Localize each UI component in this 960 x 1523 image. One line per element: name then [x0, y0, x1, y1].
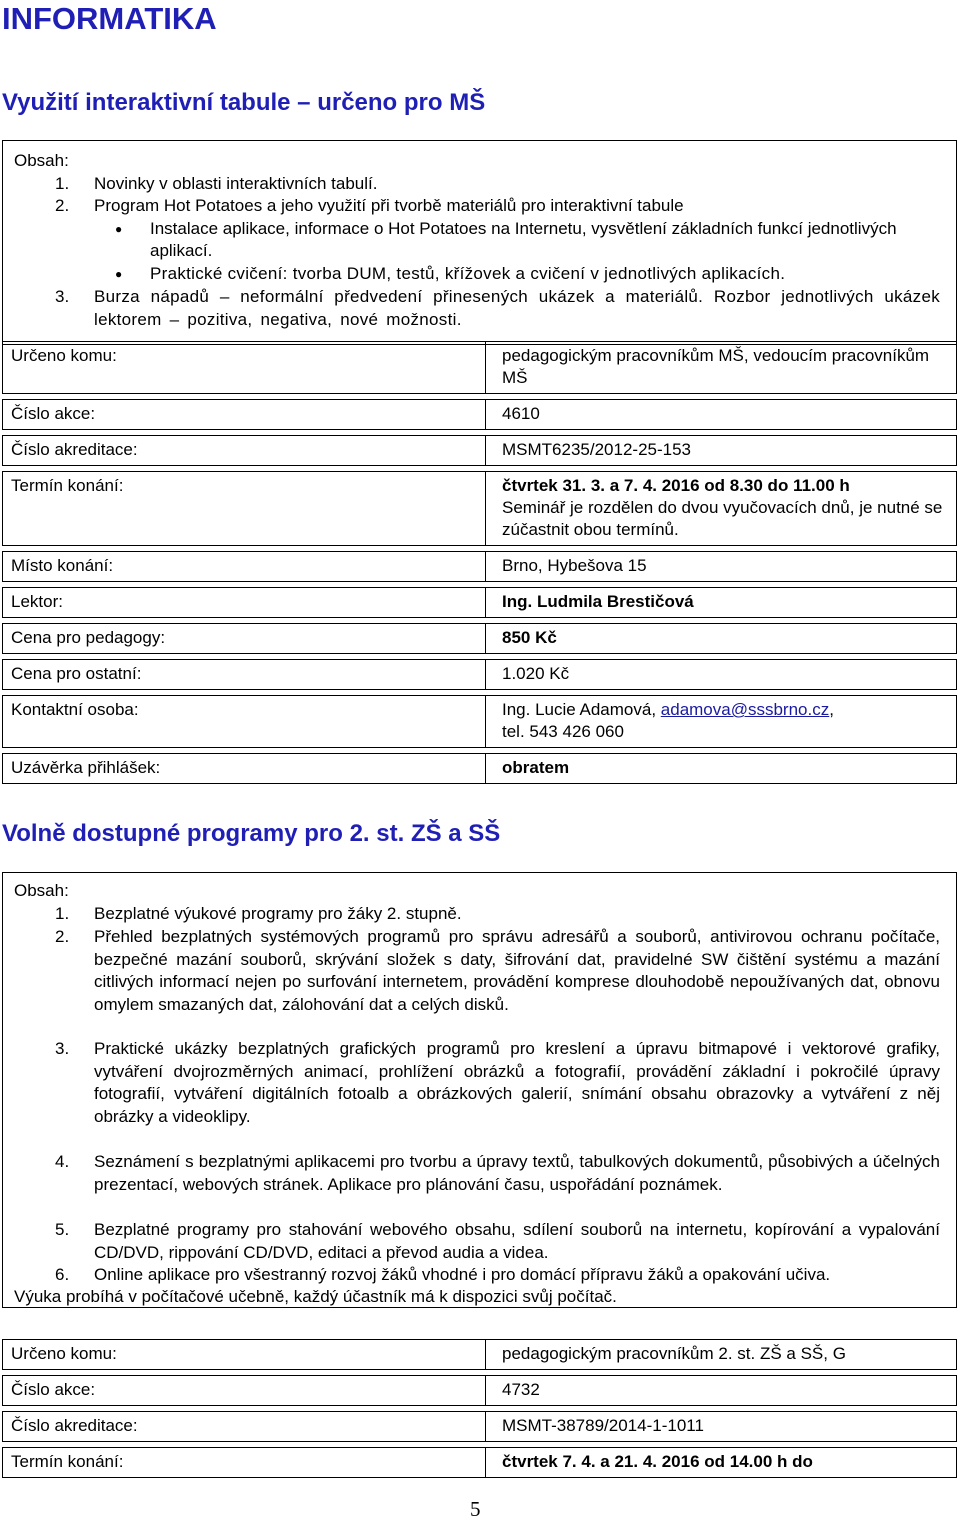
- course2-obsah-label: Obsah:: [14, 881, 69, 900]
- info-row-kontakt: [2, 695, 957, 748]
- cena-ost-value: 1.020 Kč: [486, 659, 957, 690]
- urceno2-value: pedagogickým pracovníkům 2. st. ZŠ a SŠ, G: [486, 1339, 957, 1370]
- course1-heading: Využití interaktivní tabule – určeno pro MŠ: [2, 89, 486, 116]
- course2-item-1-text: Bezplatné výukové programy pro žáky 2. stupně.: [94, 904, 462, 923]
- uzaverka-label: Uzávěrka přihlášek:: [2, 753, 486, 784]
- termin-label: Termín konání:: [2, 471, 486, 546]
- course1-item-2-text: Program Hot Potatoes a jeho využití při tvorbě materiálů pro interaktivní tabule: [94, 196, 684, 215]
- akce2-label: Číslo akce:: [2, 1375, 486, 1406]
- course2-item-6-num: 6.: [55, 1265, 70, 1284]
- course2-info-table: [2, 1334, 957, 1483]
- info-row-lektor: [2, 587, 957, 618]
- course1-obsah-label: Obsah:: [14, 151, 69, 170]
- urceno-value: pedagogickým pracovníkům MŠ, vedoucím pracovníkům MŠ: [486, 341, 957, 394]
- termin-cell: [486, 471, 957, 546]
- course1-item-3-num: 3.: [55, 287, 70, 306]
- info-row-cena-ped: [2, 623, 957, 654]
- info2-row-urceno: [2, 1339, 957, 1370]
- kontakt-tel: tel. 543 426 060: [502, 722, 624, 741]
- course1-contents-box: [2, 140, 957, 345]
- info2-row-akce: [2, 1375, 957, 1406]
- info-row-termin: [2, 471, 957, 546]
- akreditace2-label: Číslo akreditace:: [2, 1411, 486, 1442]
- info-row-akreditace: [2, 435, 957, 466]
- bullet-icon: ●: [115, 267, 123, 281]
- termin2-value: čtvrtek 7. 4. a 21. 4. 2016 od 14.00 h do: [486, 1447, 957, 1478]
- lektor-label: Lektor:: [2, 587, 486, 618]
- comma: ,: [829, 700, 834, 719]
- course1-item-1-num: 1.: [55, 174, 70, 193]
- info-row-misto: [2, 551, 957, 582]
- course2-heading: Volně dostupné programy pro 2. st. ZŠ a SŠ: [2, 820, 501, 847]
- course2-item-4-text: Seznámení s bezplatnými aplikacemi pro tvorbu a úpravy textů, tabulkových dokumentů, působivých a účelných prezentací, webových stránek. Aplikace pro plánování času, uspořádání poznámek.: [94, 1152, 940, 1194]
- akreditace2-value: MSMT-38789/2014-1-1011: [486, 1411, 957, 1442]
- akce2-value: 4732: [486, 1375, 957, 1406]
- akreditace-label: Číslo akreditace:: [2, 435, 486, 466]
- course1-bullet-1: Instalace aplikace, informace o Hot Potatoes na Internetu, vysvětlení základních funkcí jednotlivých aplikací.: [150, 219, 897, 260]
- course1-item-1-text: Novinky v oblasti interaktivních tabulí.: [94, 174, 378, 193]
- kontakt-email-link[interactable]: adamova@sssbrno.cz: [660, 700, 830, 719]
- misto-value: Brno, Hybešova 15: [486, 551, 957, 582]
- course2-item-5-num: 5.: [55, 1220, 70, 1239]
- info-row-akce: [2, 399, 957, 430]
- misto-label: Místo konání:: [2, 551, 486, 582]
- urceno-label: Určeno komu:: [2, 341, 486, 394]
- page-number: 5: [470, 1497, 481, 1521]
- course2-item-4-num: 4.: [55, 1152, 70, 1171]
- uzaverka-value: obratem: [486, 753, 957, 784]
- cena-ped-value: 850 Kč: [486, 623, 957, 654]
- kontakt-name: Ing. Lucie Adamová,: [502, 700, 657, 719]
- info2-row-akreditace: [2, 1411, 957, 1442]
- course1-info-table: [2, 336, 957, 789]
- course2-item-3-num: 3.: [55, 1039, 70, 1058]
- course2-item-3-text: Praktické ukázky bezplatných grafických programů pro kreslení a úpravu bitmapové i vektorové grafiky, vytváření dvojrozměrných animací, prohlížení obrázků a fotografií, provádění základní i pokročilé úpravy fotografií, vytváření digitálních fotoalb a obrázkových galerií, snímání obsahu obrazovky a vytváření z něj obrázky a videoklipy.: [94, 1039, 940, 1126]
- termin2-label: Termín konání:: [2, 1447, 486, 1478]
- bullet-icon: ●: [115, 222, 123, 236]
- course2-note: Výuka probíhá v počítačové učebně, každý účastník má k dispozici svůj počítač.: [14, 1287, 617, 1306]
- info-row-urceno: [2, 341, 957, 394]
- course2-item-1-num: 1.: [55, 904, 70, 923]
- course2-item-5-text: Bezplatné programy pro stahování webového obsahu, sdílení souborů na internetu, kopírování a vypalování CD/DVD, rippování CD/DVD, editaci a převod audia a videa.: [94, 1220, 940, 1262]
- termin-note: Seminář je rozdělen do dvou vyučovacích dnů, je nutné se zúčastnit obou termínů.: [502, 498, 943, 539]
- page-title: INFORMATIKA: [2, 1, 217, 36]
- akreditace-value: MSMT6235/2012-25-153: [486, 435, 957, 466]
- course1-item-3-text: Burza nápadů – neformální předvedení přinesených ukázek a materiálů. Rozbor jednotlivých ukázek lektorem – pozitiva, negativa, nové možnosti.: [94, 287, 940, 329]
- kontakt-label: Kontaktní osoba:: [2, 695, 486, 748]
- akce-label: Číslo akce:: [2, 399, 486, 430]
- info-row-cena-ost: [2, 659, 957, 690]
- course2-item-2-text: Přehled bezplatných systémových programů pro správu adresářů a souborů, antivirovou ochranu počítače, bezpečné mazání souborů, skrývání složek s daty, šifrování dat, pravidelné SW čištění systému a mazání citlivých informací nejen po surfování internetem, provádění komprese dlouhodobě nepoužívaných dat, obnovu omylem smazaných dat, zálohování dat a celých disků.: [94, 927, 940, 1014]
- info2-row-termin: [2, 1447, 957, 1478]
- info-row-uzaverka: [2, 753, 957, 784]
- course1-item-2-num: 2.: [55, 196, 70, 215]
- akce-value: 4610: [486, 399, 957, 430]
- termin-value: čtvrtek 31. 3. a 7. 4. 2016 od 8.30 do 11.00 h: [502, 476, 850, 495]
- course2-item-2-num: 2.: [55, 927, 70, 946]
- kontakt-cell: [486, 695, 957, 748]
- lektor-value: Ing. Ludmila Brestičová: [486, 587, 957, 618]
- cena-ost-label: Cena pro ostatní:: [2, 659, 486, 690]
- course1-bullet-2: Praktické cvičení: tvorba DUM, testů, křížovek a cvičení v jednotlivých aplikacích.: [150, 264, 786, 283]
- course2-item-6-text: Online aplikace pro všestranný rozvoj žáků vhodné i pro domácí přípravu žáků a opakování učiva.: [94, 1265, 831, 1284]
- course2-contents-box: [2, 872, 957, 1308]
- urceno2-label: Určeno komu:: [2, 1339, 486, 1370]
- cena-ped-label: Cena pro pedagogy:: [2, 623, 486, 654]
